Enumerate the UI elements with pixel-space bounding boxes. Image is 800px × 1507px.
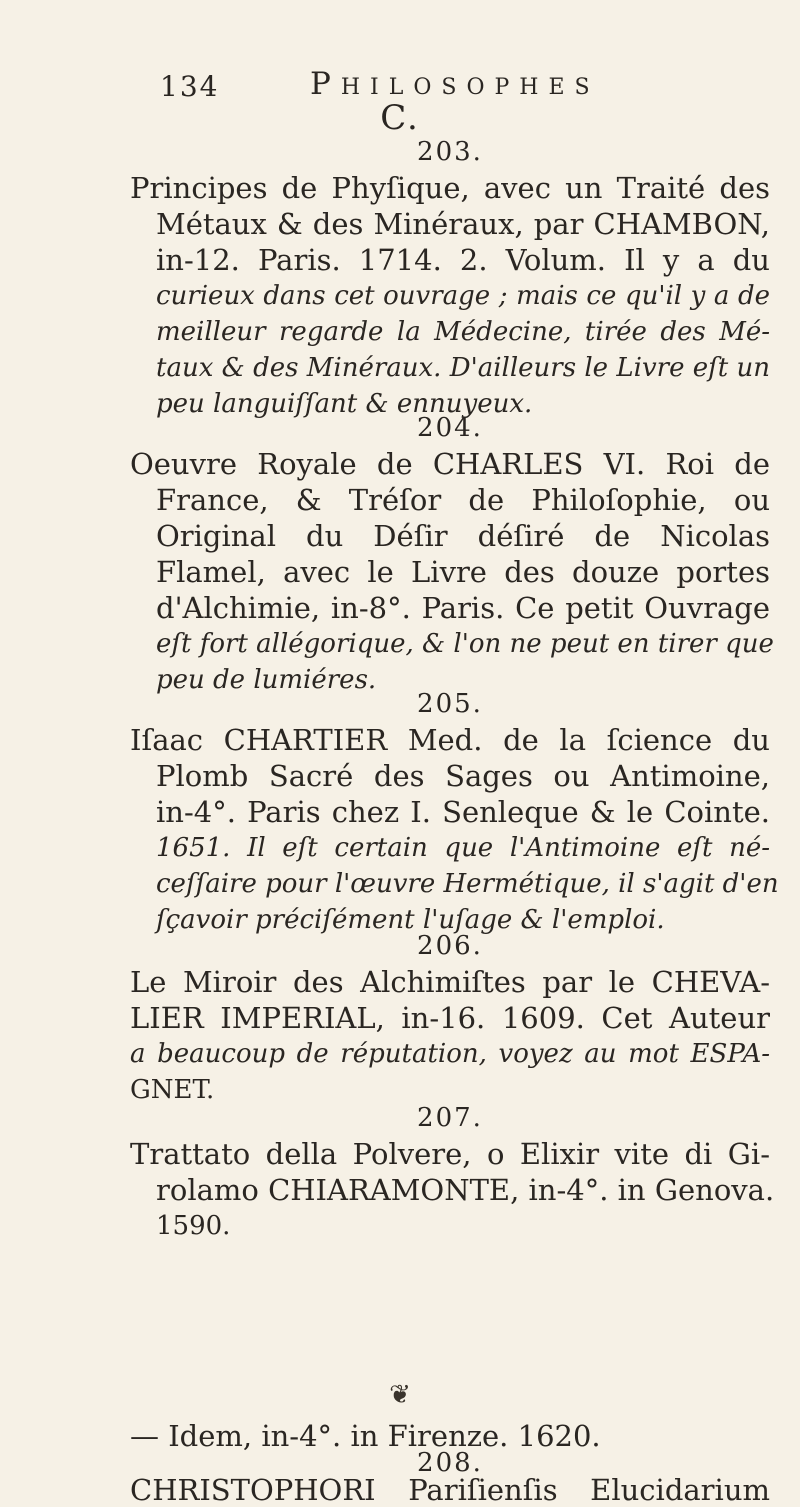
entry-line: Le Miroir des Alchimiſtes par le CHEVA- [130,965,770,999]
entry-line: ſçavoir préciſément l'uſage & l'emploi. [156,905,665,935]
entry-line: Oeuvre Royale de CHARLES VI. Roi de [130,447,770,481]
entry-line: — Idem, in-4°. in Firenze. 1620. [130,1419,601,1453]
entry-line: 1590. [156,1211,231,1241]
entry-number: 204. [417,413,483,443]
entry-number: 206. [417,931,483,961]
entry-number: 205. [417,689,483,719]
entry-line: Iſaac CHARTIER Med. de la ſcience du [130,723,770,757]
entry-line: Principes de Phyſique, avec un Traité des [130,171,770,205]
entry-203 [130,134,770,422]
entry-205 [130,686,779,938]
entry-line: d'Alchimie, in-8°. Paris. Ce petit Ouvrage [156,591,770,625]
entry-line: peu de lumiéres. [156,665,377,695]
ornament: ❦ [389,1380,411,1410]
entry-206 [130,928,770,1108]
entry-line: peu languiſſant & ennuyeux. [156,389,533,419]
entry-line: Métaux & des Minéraux, par CHAMBON, [156,207,770,241]
entry-line: Plomb Sacré des Sages ou Antimoine, [156,759,770,793]
entry-line: France, & Tréſor de Philoſophie, ou [156,483,770,517]
entry-line: ceſſaire pour l'œuvre Hermétique, il s'agit d'en [156,869,779,899]
entry-line: curieux dans cet ouvrage ; mais ce qu'il y a de [156,281,770,311]
entry-line: rolamo CHIARAMONTE, in-4°. in Genova. [156,1173,775,1207]
entry-line: eſt fort allégorique, & l'on ne peut en tirer que [156,629,774,659]
entry-line: Original du Déſir déſiré de Nicolas [156,519,770,553]
entry-line: 1651. Il eſt certain que l'Antimoine eſt né- [156,833,770,863]
entry-208 [130,1448,770,1507]
entry-number: 208. [417,1448,483,1478]
entry-number: 203. [417,137,483,167]
entry-line: Flamel, avec le Livre des douze portes [156,555,770,589]
entry-line: meilleur regarde la Médecine, tirée des Mé- [156,317,770,347]
section-letter: C. [380,98,420,138]
entry-line: LIER IMPERIAL, in-16. 1609. Cet Auteur [130,1001,770,1035]
entry-line: CHRISTOPHORI Pariſienſis Elucidarium [130,1473,770,1507]
entry-number: 207. [417,1103,483,1133]
entry-line: a beaucoup de réputation, voyez au mot ESPA- [130,1039,770,1069]
entry-line: taux & des Minéraux. D'ailleurs le Livre eſt un [156,353,770,383]
entry-line: Trattato della Polvere, o Elixir vite di Gi- [130,1137,770,1171]
running-title: Philosophes [310,66,600,102]
entry-line: in-12. Paris. 1714. 2. Volum. Il y a du [156,243,770,277]
entry-204 [130,410,774,698]
page-number: 134 [160,70,220,103]
entry-line: in-4°. Paris chez I. Senleque & le Cointe. [156,795,770,829]
entry-line: GNET. [130,1075,215,1105]
entry-207 [130,1100,775,1244]
